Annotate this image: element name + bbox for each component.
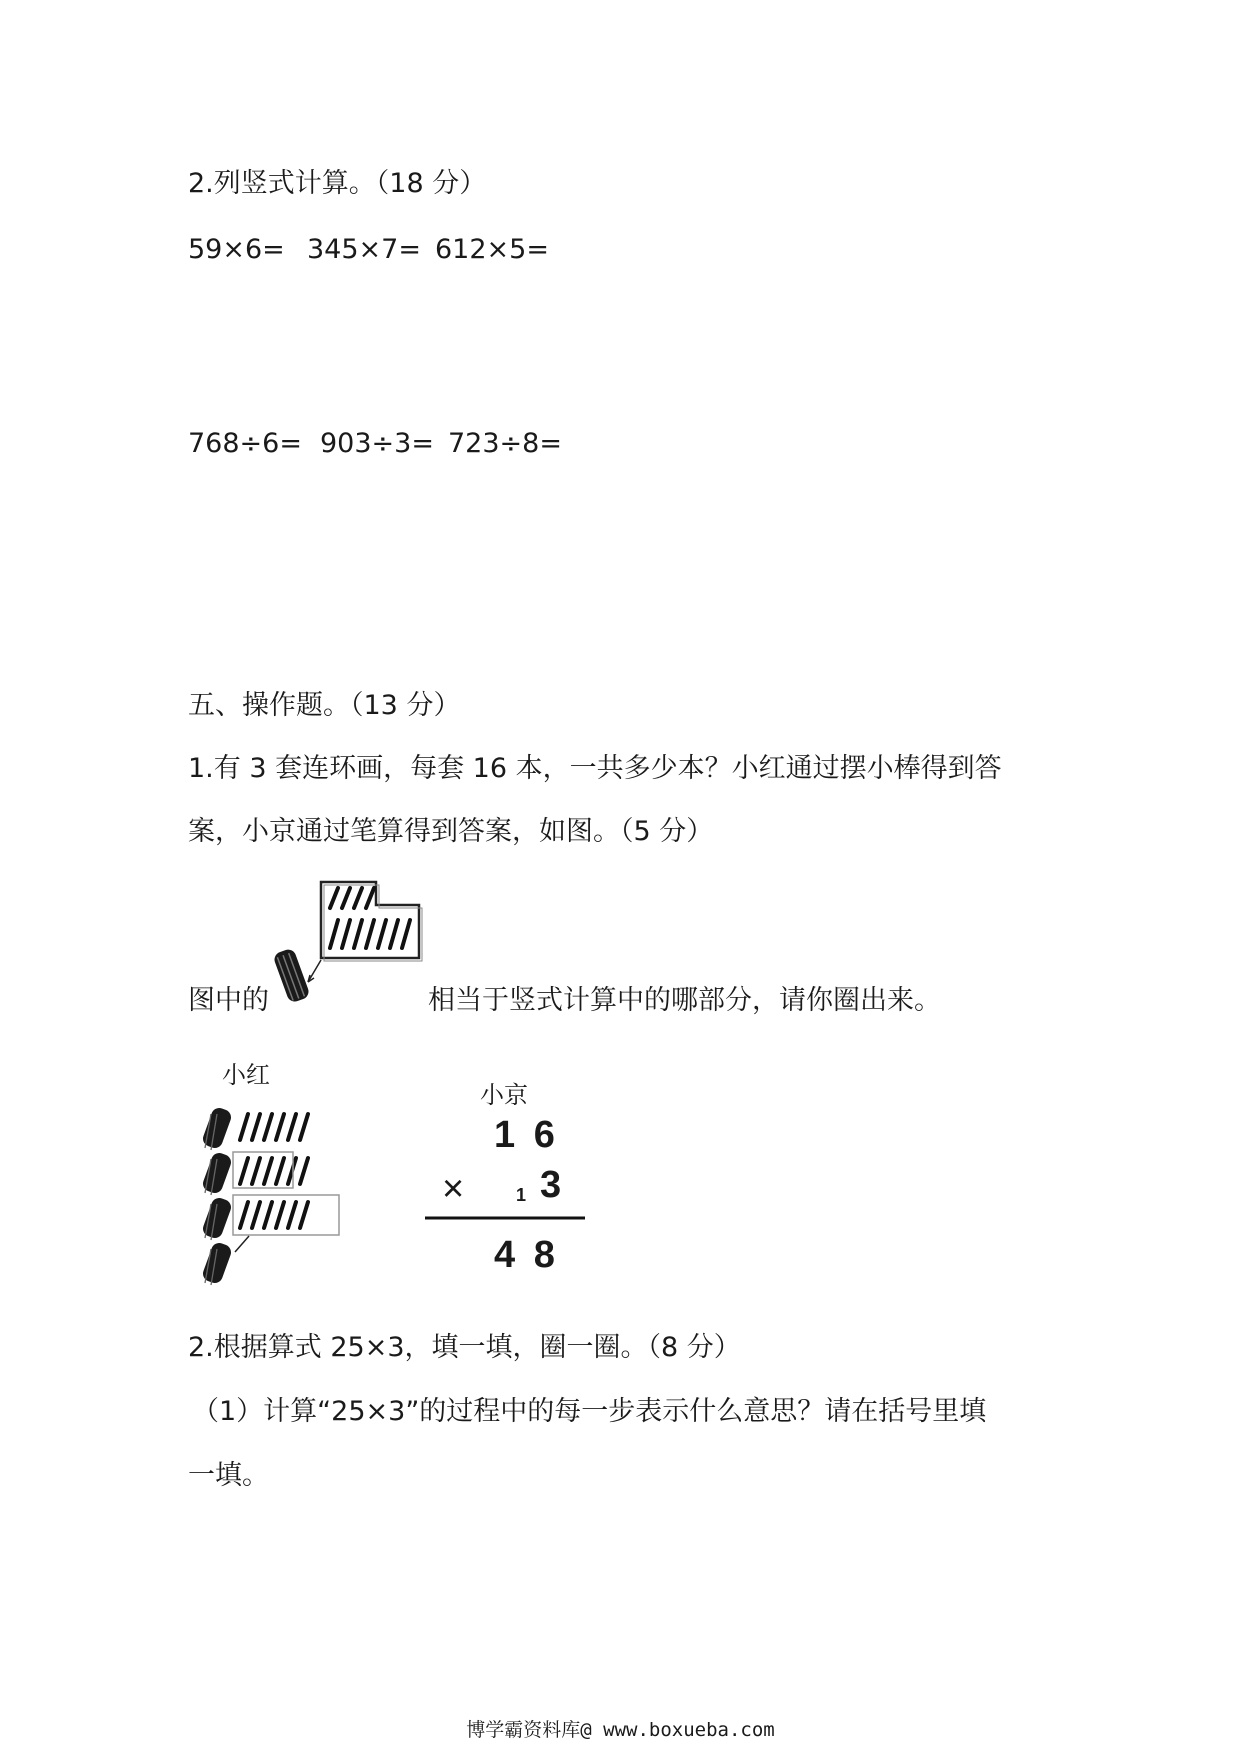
section-5-title: 五、操作题。（13 分） (188, 690, 461, 721)
xiaohong-sticks-figure (205, 1108, 365, 1288)
question-2-title-s5: 2.根据算式 25×3，填一填，圈一圈。（8 分） (188, 1332, 741, 1363)
calc-item: 345×7= (307, 234, 421, 265)
xiaohong-label: 小红 (222, 1061, 270, 1089)
calc-item: 612×5= (435, 234, 549, 265)
vertical-multiplier: 3 (540, 1164, 562, 1206)
vertical-top-number: 1 6 (494, 1114, 559, 1156)
calc-item: 723÷8= (448, 428, 562, 459)
calc-item: 768÷6= (188, 428, 302, 459)
calc-item: 59×6= (188, 234, 285, 265)
footer-watermark: 博学霸资料库@ www.boxueba.com (466, 1719, 775, 1741)
calc-row-2 (188, 430, 562, 457)
question-1-line-3-after: 相当于竖式计算中的哪部分，请你圈出来。 (428, 985, 941, 1016)
question-2-sub1-line-2: 一填。 (188, 1460, 269, 1491)
vertical-result: 4 8 (494, 1234, 559, 1276)
calc-row-1 (188, 236, 549, 263)
xiaojing-label: 小京 (480, 1081, 528, 1109)
calc-item: 903÷3= (320, 428, 434, 459)
vertical-rule (425, 1216, 585, 1220)
question-2-title: 2.列竖式计算。（18 分） (188, 168, 487, 199)
inline-sticks-figure (276, 870, 426, 1005)
question-1-line-1: 1.有 3 套连环画，每套 16 本，一共多少本？小红通过摆小棒得到答 (188, 753, 1002, 784)
question-1-line-2: 案，小京通过笔算得到答案，如图。（5 分） (188, 816, 714, 847)
vertical-operator: × (442, 1168, 465, 1210)
question-2-sub1-line-1: （1）计算“25×3”的过程中的每一步表示什么意思？请在括号里填 (192, 1396, 987, 1427)
vertical-carry: 1 (516, 1185, 527, 1205)
question-1-line-3-before: 图中的 (188, 985, 269, 1016)
